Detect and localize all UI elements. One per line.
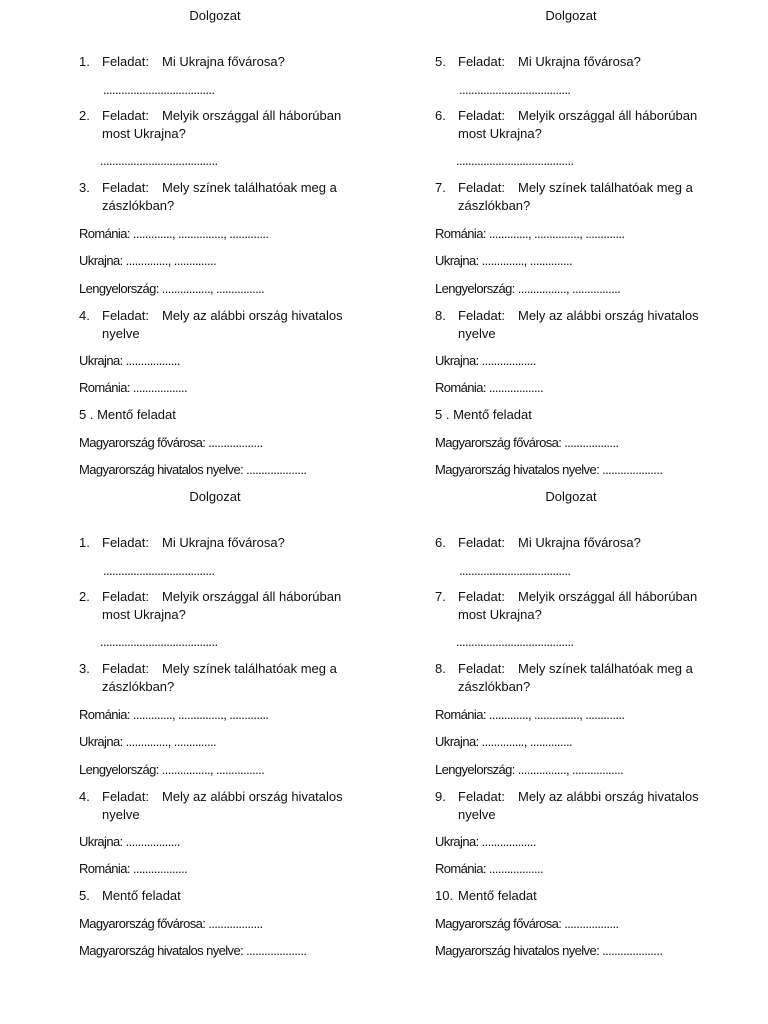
quiz-title: Dolgozat <box>189 489 241 504</box>
question-text: Mely az alábbi ország hivatalos nyelve <box>458 789 699 822</box>
question-number: 6. <box>435 108 446 123</box>
question-label: Feladat: <box>458 308 505 323</box>
question-text: Melyik országgal áll háborúban most Ukrajna? <box>458 108 698 141</box>
question-number: 7. <box>435 180 446 195</box>
question-label: Feladat: <box>458 180 505 195</box>
question-label: Feladat: <box>458 108 505 123</box>
romania-language: Románia: .................. <box>435 861 544 876</box>
question-number: 7. <box>435 589 446 604</box>
answer-line: ..................................... <box>103 82 215 97</box>
ukrajna-language: Ukrajna: .................. <box>435 353 536 368</box>
bonus-number: 5. <box>79 888 90 903</box>
ukrajna-language: Ukrajna: .................. <box>79 834 180 849</box>
romania-language: Románia: .................. <box>435 380 544 395</box>
answer-line: ..................................... <box>459 82 571 97</box>
question-label: Feladat: <box>458 589 505 604</box>
answer-line: ....................................... <box>100 634 218 649</box>
bonus-text: Mentő feladat <box>102 888 181 903</box>
bonus-number: 10. <box>435 888 454 903</box>
question-text: Mely színek találhatóak meg a zászlókban? <box>458 661 693 694</box>
romania-colors: Románia: ............., ..............., ............. <box>79 707 269 722</box>
question-label: Feladat: <box>102 589 149 604</box>
question-label: Feladat: <box>458 661 505 676</box>
question-text: Mi Ukrajna fővárosa? <box>161 54 285 69</box>
question-text: Mely színek találhatóak meg a zászlókban? <box>102 661 337 694</box>
question-text: Mely színek találhatóak meg a zászlókban? <box>458 180 693 213</box>
question-label: Feladat: <box>102 308 149 323</box>
question-number: 8. <box>435 308 446 323</box>
ukrajna-colors: Ukrajna: .............., .............. <box>435 734 572 749</box>
ukrajna-language: Ukrajna: .................. <box>79 353 180 368</box>
bonus-text: Mentő feladat <box>97 407 176 422</box>
bonus-text: Mentő feladat <box>458 888 537 903</box>
romania-colors: Románia: ............., ..............., ............. <box>435 226 625 241</box>
question-label: Feladat: <box>102 54 149 69</box>
question-text: Melyik országgal áll háborúban most Ukrajna? <box>102 589 342 622</box>
quiz-title: Dolgozat <box>189 8 241 23</box>
question-label: Feladat: <box>102 661 149 676</box>
question-number: 1. <box>79 54 90 69</box>
hungary-capital: Magyarország fővárosa: .................. <box>435 916 619 931</box>
answer-line: ..................................... <box>103 563 215 578</box>
question-number: 9. <box>435 789 446 804</box>
question-text: Mely színek találhatóak meg a zászlókban? <box>102 180 337 213</box>
question-number: 8. <box>435 661 446 676</box>
hungary-capital: Magyarország fővárosa: .................. <box>79 916 263 931</box>
question-number: 1. <box>79 535 90 550</box>
question-label: Feladat: <box>102 535 149 550</box>
question-number: 3. <box>79 180 90 195</box>
question-text: Mi Ukrajna fővárosa? <box>517 535 641 550</box>
hungary-language: Magyarország hivatalos nyelve: .................... <box>79 462 307 477</box>
quiz-title: Dolgozat <box>545 489 597 504</box>
question-label: Feladat: <box>458 54 505 69</box>
question-label: Feladat: <box>458 535 505 550</box>
question-label: Feladat: <box>102 180 149 195</box>
question-text: Mely az alábbi ország hivatalos nyelve <box>102 789 343 822</box>
lengyelorszag-colors: Lengyelország: ................, ................ <box>435 281 621 296</box>
bonus-number: 5 . <box>79 407 94 422</box>
question-number: 6. <box>435 535 446 550</box>
answer-line: ....................................... <box>100 153 218 168</box>
hungary-language: Magyarország hivatalos nyelve: .................... <box>435 943 663 958</box>
ukrajna-colors: Ukrajna: .............., .............. <box>79 253 216 268</box>
question-text: Mi Ukrajna fővárosa? <box>517 54 641 69</box>
question-label: Feladat: <box>102 108 149 123</box>
lengyelorszag-colors: Lengyelország: ................, ................. <box>435 762 624 777</box>
hungary-language: Magyarország hivatalos nyelve: .................... <box>435 462 663 477</box>
hungary-capital: Magyarország fővárosa: .................. <box>435 435 619 450</box>
question-text: Mely az alábbi ország hivatalos nyelve <box>102 308 343 341</box>
ukrajna-colors: Ukrajna: .............., .............. <box>435 253 572 268</box>
hungary-capital: Magyarország fővárosa: .................. <box>79 435 263 450</box>
bonus-task <box>79 406 176 424</box>
bonus-text: Mentő feladat <box>453 407 532 422</box>
hungary-language: Magyarország hivatalos nyelve: .................... <box>79 943 307 958</box>
question-text: Melyik országgal áll háborúban most Ukrajna? <box>458 589 698 622</box>
romania-language: Románia: .................. <box>79 380 188 395</box>
answer-line: ..................................... <box>459 563 571 578</box>
question-number: 2. <box>79 108 90 123</box>
question-number: 5. <box>435 54 446 69</box>
question-number: 3. <box>79 661 90 676</box>
lengyelorszag-colors: Lengyelország: ................, ................ <box>79 281 265 296</box>
answer-line: ....................................... <box>456 153 574 168</box>
lengyelorszag-colors: Lengyelország: ................, ................ <box>79 762 265 777</box>
question-number: 4. <box>79 308 90 323</box>
question-text: Mely az alábbi ország hivatalos nyelve <box>458 308 699 341</box>
romania-colors: Románia: ............., ..............., ............. <box>79 226 269 241</box>
bonus-task <box>435 406 532 424</box>
quiz-title: Dolgozat <box>545 8 597 23</box>
question-label: Feladat: <box>102 789 149 804</box>
question-label: Feladat: <box>458 789 505 804</box>
question-text: Mi Ukrajna fővárosa? <box>161 535 285 550</box>
question-text: Melyik országgal áll háborúban most Ukrajna? <box>102 108 342 141</box>
ukrajna-language: Ukrajna: .................. <box>435 834 536 849</box>
romania-language: Románia: .................. <box>79 861 188 876</box>
romania-colors: Románia: ............., ..............., ............. <box>435 707 625 722</box>
ukrajna-colors: Ukrajna: .............., .............. <box>79 734 216 749</box>
bonus-number: 5 . <box>435 407 450 422</box>
question-number: 2. <box>79 589 90 604</box>
question-number: 4. <box>79 789 90 804</box>
answer-line: ....................................... <box>456 634 574 649</box>
